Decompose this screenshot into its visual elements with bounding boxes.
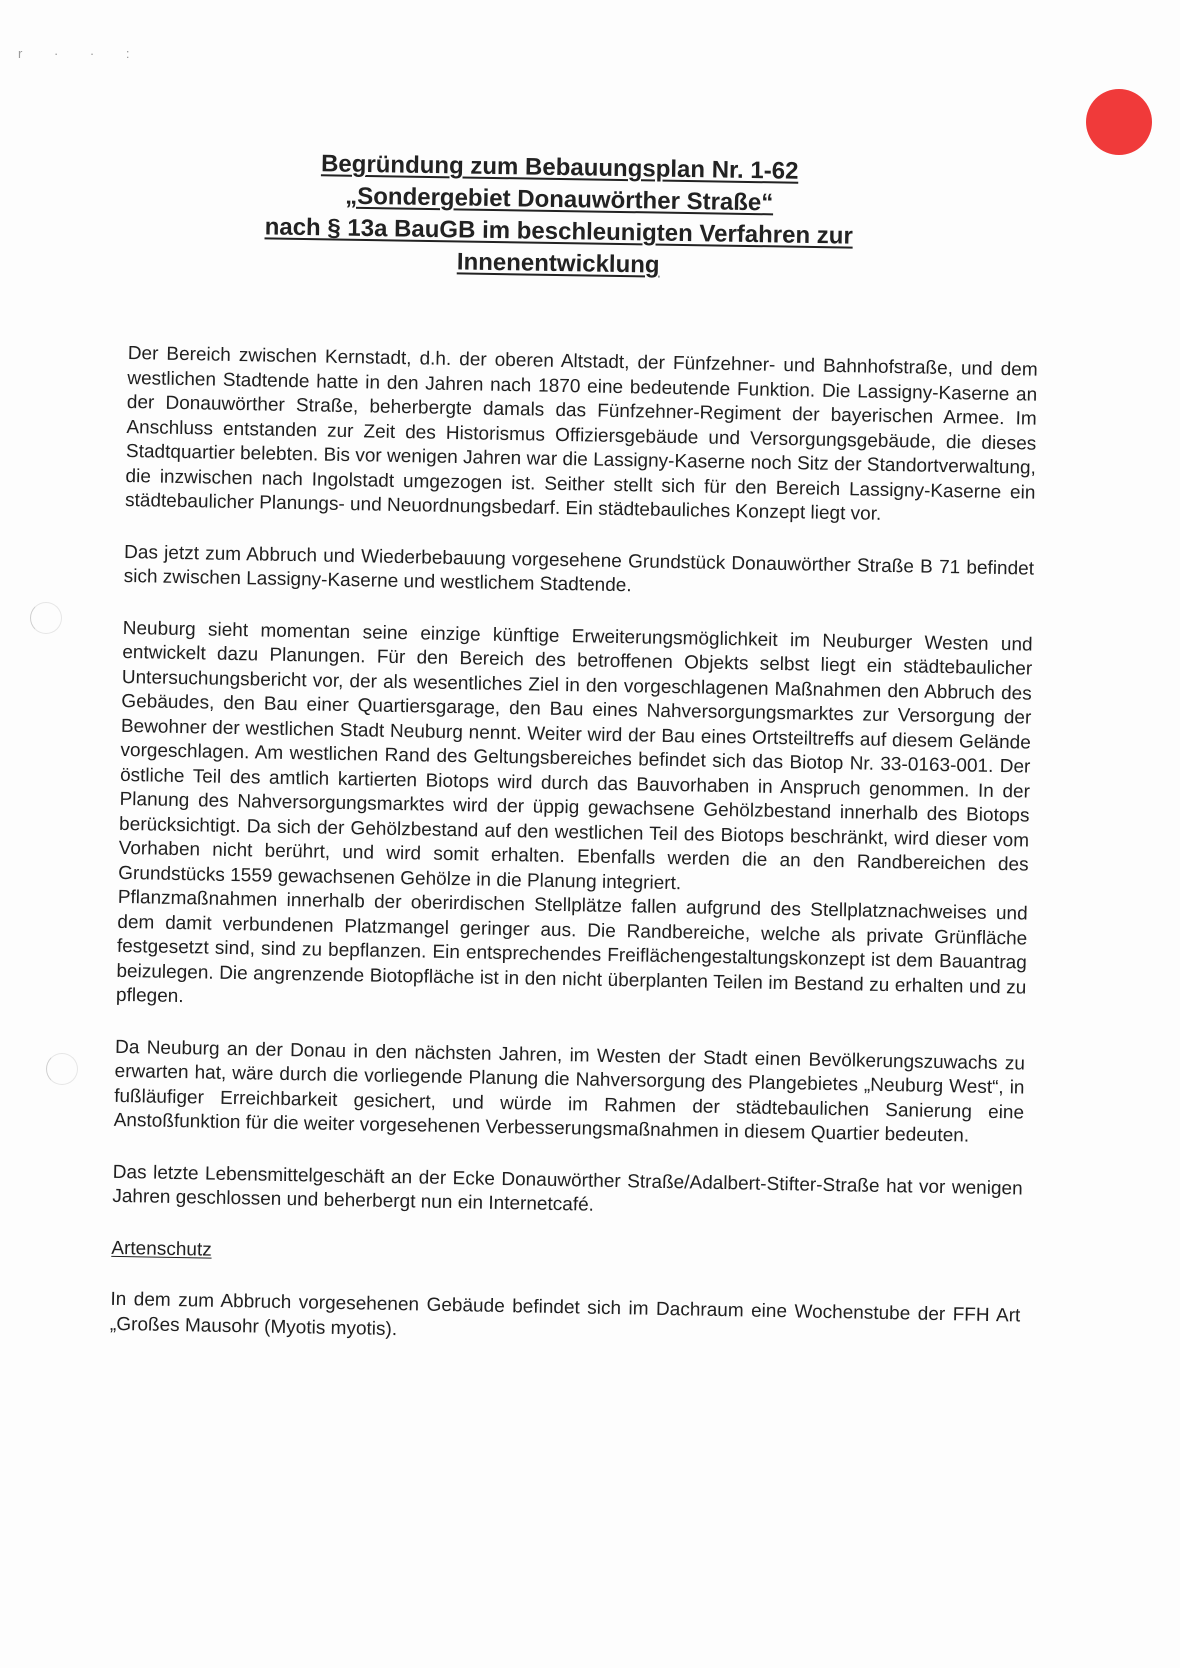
paragraph-population: Da Neuburg an der Donau in den nächsten Jahren, im Westen der Stadt einen Bevölkerungszuwachs zu erwarten hat, wäre durch die vorliegende Planung die Nahversorgung des Plangebietes „Neuburg West“, in fußläufiger Erreichbarkeit gesichert, und würde im Rahmen der städtebaulichen Sanierung eine Anstoßfunktion für die weiter vorgesehenen Verbesserungsmaßnahmen in diesem Quartier bedeuten. <box>113 1036 1026 1147</box>
document-body <box>109 342 1038 1381</box>
paragraph-grocery: Das letzte Lebensmittelgeschäft an der Ecke Donauwörther Straße/Adalbert-Stifter-Straße hat vor wenigen Jahren geschlossen und beherbergt nun ein Internetcafé. <box>112 1161 1023 1216</box>
paragraph-planning: Neuburg sieht momentan seine einzige künftige Erweiterungsmöglichkeit im Neuburger Westen und entwickelt dazu Planungen. Für den Bereich des betroffenen Objekts selbst liegt ein städtebaulicher Untersuchungsbericht vor, der als wesentliches Ziel in den vorgeschlagenen Maßnahmen den Abbruch des Gebäudes, den Bau einer Quartiersgarage, den Bau eines Nahversorgungsmarktes zur Versorgung der Bewohner der westlichen Stadt Neuburg nennt. Weiter wird der Bau eines Ortsteiltreffs auf diesem Gelände vorgeschlagen. Am westlichen Rand des Geltungsbereiches befindet sich das Biotop Nr. 33-0163-001. Der östliche Teil des amtlich kartierten Biotops wird durch das Bauvorhaben in Anspruch genommen. In der Planung des Nahversorgungsmarktes wird der üppig gewachsene Gehölzbestand innerhalb des Biotops berücksichtigt. Da sich der Gehölzbestand auf den westlichen Teil des Biotops beschränkt, wird dieser vom Vorhaben nicht berührt, und wird somit erhalten. Ebenfalls werden die an den Randbereichen des Grundstücks 1559 gewachsenen Gehölze in die Planung integriert. <box>118 617 1033 894</box>
title-line: nach § 13a BauGB im beschleunigten Verfahren zur <box>264 213 854 250</box>
title-line: „Sondergebiet Donauwörther Straße“ <box>345 182 774 217</box>
section-heading-artenschutz: Artenschutz <box>111 1237 212 1261</box>
title-line: Innenentwicklung <box>456 248 660 279</box>
paragraph-planting: Pflanzmaßnahmen innerhalb der oberirdischen Stellplätze fallen aufgrund des Stellplatznachweises und dem damit verbundenen Platzmangel geringer aus. Die Randbereiche, welche als private Grünfläche festgesetzt sind, sind zu bepflanzen. Ein entsprechendes Freiflächengestaltungskonzept ist dem Bauantrag beizulegen. Die angrenzende Biotopfläche ist in den nicht überplanten Teilen im Bestand zu erhalten und zu pflegen. <box>115 886 1028 1008</box>
punch-hole-mark <box>30 602 62 634</box>
punch-hole-mark <box>46 1053 78 1085</box>
red-marker-dot <box>1086 89 1152 155</box>
paragraph-property: Das jetzt zum Abbruch und Wiederbebauung vorgesehene Grundstück Donauwörther Straße B 71 befindet sich zwischen Lassigny-Kaserne und westlichem Stadtende. <box>123 541 1035 597</box>
paragraph-species-protection: In dem zum Abbruch vorgesehenen Gebäude befindet sich im Dachraum eine Wochenstube der FFH Art „Großes Mausohr (Myotis myotis). <box>109 1288 1021 1340</box>
document-title <box>198 146 920 285</box>
scan-artifact-marks: r · · : <box>18 46 144 61</box>
paragraph-history: Der Bereich zwischen Kernstadt, d.h. der oberen Altstadt, der Fünfzehner- und Bahnhofstraße, und dem westlichen Stadtende hatte in den Jahren nach 1870 eine bedeutende Funktion. Die Lassigny-Kaserne an der Donauwörther Straße, beherbergte damals das Fünfzehner-Regiment der bayerischen Armee. Im Anschluss entstanden zur Zeit des Historismus Offiziersgebäude und Versorgungsgebäude, die dieses Stadtquartier belebten. Bis vor wenigen Jahren war die Lassigny-Kaserne noch Sitz der Standortverwaltung, die inzwischen nach Ingolstadt umgezogen ist. Seither stellt sich für den Bereich Lassigny-Kaserne ein städtebaulicher Planungs- und Neuordnungsbedarf. Ein städtebauliches Konzept liegt vor. <box>124 342 1038 525</box>
title-line: Begründung zum Bebauungsplan Nr. 1-62 <box>320 150 799 185</box>
